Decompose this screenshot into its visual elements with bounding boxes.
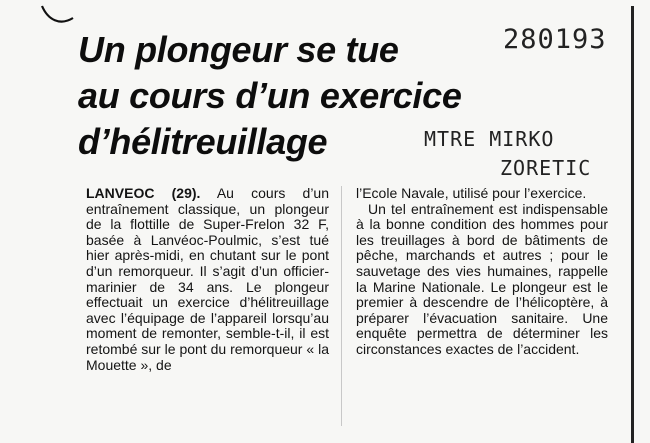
clipping-edge	[631, 6, 634, 443]
lead-text: Au cours d’un entraînement classique, un plongeur de la flottille de Super-Frelon 32 F, basée à Lanvéoc-Poulmic, s’est tué hier après-midi, en chutant sur le pont d’un remorqueur. Il s’agit d’un officier-marinier de 34 ans. Le plongeur effectuait un exercice d’hélitreuillage avec l’équipage de l’appareil lorsqu’au moment de remonter, semble-t-il, il est retombé sur le pont du remorqueur « la Mouette », de	[86, 185, 330, 373]
article-column-right	[356, 186, 608, 358]
handwritten-name-line-2: ZORETIC	[500, 156, 592, 180]
body-paragraph: Un tel entraînement est indispensable à la bonne condition des hommes pour les treuillages à bord de bâtiments de pêche, marchands et autres ; pour le sauvetage des vies humaines, rappelle la Marine Nationale. Le plongeur est le premier à descendre de l’hélicoptère, à préparer l’évacuation sanitaire. Une enquête permettra de déterminer les circonstances exactes de l’accident.	[356, 200, 608, 357]
continued-paragraph: l’Ecole Navale, utilisé pour l’exercice.	[356, 185, 587, 201]
handwritten-name-line-1: MTRE MIRKO	[424, 127, 555, 151]
headline-line-3: d’hélitreuillage	[78, 121, 328, 162]
column-divider	[341, 186, 342, 426]
scan-corner-mark	[40, 0, 76, 32]
dateline: LANVEOC (29).	[86, 185, 201, 201]
headline-line-2: au cours d’un exercice	[78, 75, 462, 116]
headline-line-1: Un plongeur se tue	[78, 29, 399, 70]
handwritten-date: 280193	[503, 24, 607, 55]
lead-paragraph	[86, 186, 329, 373]
article-column-left	[86, 186, 329, 373]
